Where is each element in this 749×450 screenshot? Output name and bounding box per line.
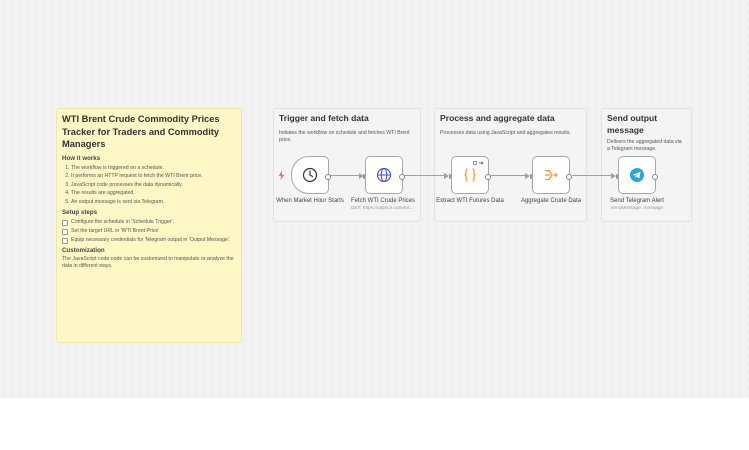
node-subtitle: sendMessage: message [611,206,663,211]
output-port[interactable] [399,174,405,180]
how-it-works-heading: How it works [62,154,101,162]
trigger-bolt-icon [278,171,285,180]
list-item: 1. The workflow is triggered on a schedule. [71,164,236,173]
node-fetch-wti-crude-prices[interactable] [365,156,403,194]
connection-line[interactable] [572,175,612,176]
list-item: 3. JavaScript code processes the data dynamically. [71,181,236,190]
node-label: Aggregate Crude Data [520,198,582,204]
node-label: Fetch WTI Crude Prices [350,198,415,204]
connection-line[interactable] [404,175,445,176]
input-port[interactable] [616,174,618,179]
node-send-telegram-alert[interactable] [618,156,656,194]
checklist-item: Configure the schedule in 'Schedule Trigger'. [62,218,236,227]
clock-icon [302,167,318,183]
output-port[interactable] [325,174,331,180]
how-it-works-list [62,164,236,207]
group-note-title: Trigger and fetch data [279,113,369,123]
group-note-title: Process and aggregate data [440,113,555,123]
node-label: Extract WTI Futures Data [436,198,504,204]
checklist-item: Set the target URL in 'WTI Brent Price'. [62,227,236,236]
connection-line[interactable] [491,175,526,176]
group-note-desc: Initiates the workflow on schedule and fetches WTI Brent price. [279,129,410,143]
list-item: 2. It performs an HTTP request to fetch the WTI Brent price. [71,172,236,181]
group-note-title: Send output message [607,113,658,135]
node-label: Send Telegram Alert [610,198,664,204]
output-port[interactable] [652,174,658,180]
group-note-desc: Delivers the aggregated data via a Telegram message. [607,139,682,153]
checkbox[interactable] [62,229,68,235]
globe-icon [376,167,392,183]
customization-heading: Customization [62,247,105,255]
setup-steps-list [62,218,236,244]
node-label: When Market Hour Starts [276,198,344,204]
checkbox[interactable] [62,220,68,226]
setup-steps-heading: Setup steps [62,209,98,217]
input-port[interactable] [449,174,451,179]
node-when-market-hour-starts[interactable] [291,156,329,194]
overview-title: WTI Brent Crude Commodity Prices Tracker for Traders and Commodity Managers [62,114,220,149]
overview-sticky-note[interactable] [56,108,242,343]
input-port[interactable] [363,174,365,179]
group-note-desc: Processes data using JavaScript and aggregates results. [440,129,571,136]
output-port[interactable] [566,174,572,180]
checkbox[interactable] [62,238,68,244]
checklist-item: Equip necessary credentials for Telegram output in 'Output Message'. [62,236,236,245]
connection-line[interactable] [330,175,360,176]
node-extract-wti-futures-data[interactable] [451,156,489,194]
input-port[interactable] [530,174,532,179]
code-braces-icon [462,167,478,183]
node-aggregate-crude-data[interactable] [532,156,570,194]
output-port[interactable] [485,174,491,180]
aggregate-icon [543,167,559,183]
list-item: 4. The results are aggregated. [71,189,236,198]
run-node-icon[interactable] [473,161,485,166]
list-item: 5. An output message is sent via Telegram. [71,198,236,207]
customization-text: The JavaScript code node can be customized to manipulate or analyze the data in different ways. [62,256,234,270]
telegram-icon [629,167,645,183]
node-subtitle: GET: https://oilprice.com/fut... [350,206,414,211]
